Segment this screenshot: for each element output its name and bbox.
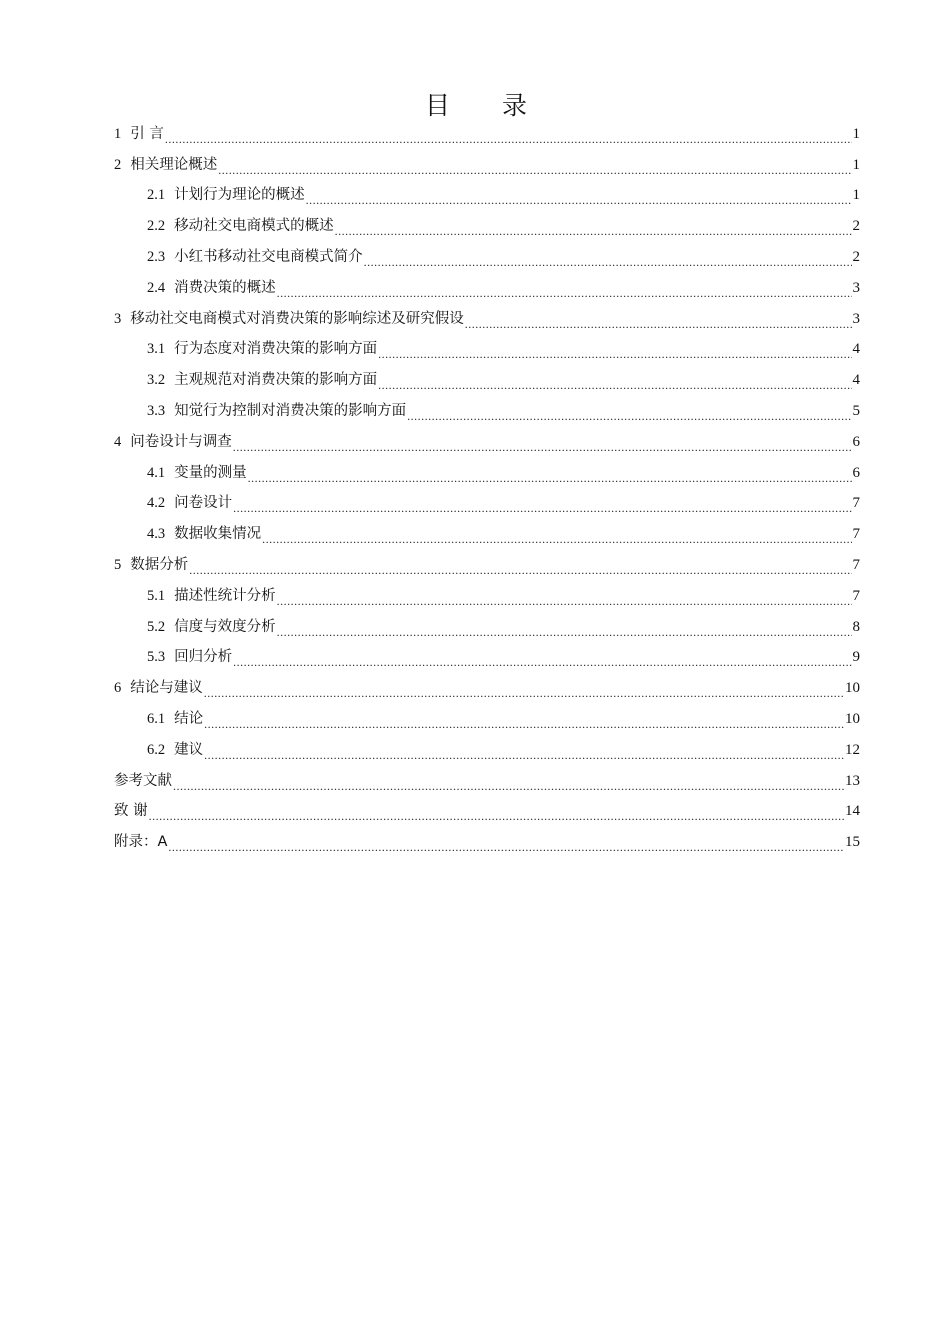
toc-dot-leader [233,649,851,669]
toc-entry-number: 6.2 [147,741,166,758]
toc-entry-label [114,308,464,331]
toc-section-entry[interactable] [114,331,860,362]
toc-entry-label [147,184,305,207]
toc-page-number: 15 [845,834,860,851]
toc-chapter-entry[interactable] [114,669,860,700]
toc-dot-leader [465,311,852,331]
toc-entry-number: 4.2 [147,495,166,512]
toc-dot-leader [306,187,852,207]
toc-dot-leader [168,834,844,854]
toc-chapter-entry[interactable] [114,762,860,793]
toc-entry-number: 2.2 [147,218,166,235]
toc-dot-leader [378,372,851,392]
toc-entry-label [147,616,276,639]
toc-page-number: 12 [845,741,860,758]
toc-entry-text: 建议 [174,741,204,758]
toc-entry-number: 2.4 [147,279,166,296]
toc-entry-label [114,123,164,146]
toc-entry-text: 主观规范对消费决策的影响方面 [174,372,378,389]
toc-dot-leader [378,341,851,361]
toc-chapter-entry[interactable] [114,115,860,146]
toc-entry-number: 2.1 [147,187,166,204]
toc-entry-number: 3 [114,310,122,327]
toc-entry-label [147,277,276,300]
toc-chapter-entry[interactable] [114,823,860,854]
toc-section-entry[interactable] [114,269,860,300]
toc-entry-text: 问卷设计 [174,495,233,512]
toc-dot-leader [204,680,844,700]
toc-page-number: 6 [852,433,860,450]
toc-entry-number: 2.3 [147,248,166,265]
toc-entry-label [114,677,203,700]
toc-dot-leader [262,526,851,546]
toc-section-entry[interactable] [114,177,860,208]
toc-entry-label [147,646,232,669]
toc-dot-leader [277,619,852,639]
toc-entry-number: 4.3 [147,526,166,543]
toc-entry-label [114,431,232,454]
toc-section-entry[interactable] [114,392,860,423]
toc-page-number: 2 [852,218,860,235]
toc-entry-number: 2 [114,156,122,173]
toc-chapter-entry[interactable] [114,423,860,454]
toc-page-number: 10 [845,680,860,697]
toc-dot-leader [277,280,852,300]
toc-entry-text: 致 谢 [114,803,148,820]
toc-section-entry[interactable] [114,731,860,762]
toc-entry-text: 附录：A [114,834,168,851]
toc-section-entry[interactable] [114,700,860,731]
toc-dot-leader [335,218,852,238]
toc-entry-label [147,246,363,269]
toc-entry-text: 问卷设计与调查 [130,433,232,450]
toc-entry-text: 消费决策的概述 [174,279,276,296]
toc-entry-label [147,708,203,731]
toc-page-number: 5 [852,402,860,419]
toc-page-number: 7 [852,495,860,512]
toc-entry-number: 6.1 [147,710,166,727]
toc-dot-leader [189,557,851,577]
toc-entry-text: 知觉行为控制对消费决策的影响方面 [174,402,407,419]
toc-entry-text: 数据收集情况 [174,526,262,543]
toc-dot-leader [233,495,851,515]
toc-page-number: 2 [852,248,860,265]
toc-dot-leader [149,803,844,823]
toc-entry-number: 5.1 [147,587,166,604]
toc-entry-label [147,492,232,515]
toc-dot-leader [204,711,844,731]
toc-page-number: 14 [845,803,860,820]
toc-section-entry[interactable] [114,515,860,546]
toc-entry-label [114,154,217,177]
toc-entry-label [114,800,148,823]
toc-dot-leader [233,434,852,454]
toc-entry-text: 描述性统计分析 [174,587,276,604]
toc-entry-text: 相关理论概述 [130,156,218,173]
toc-page-number: 1 [852,125,860,142]
toc-page-number: 8 [852,618,860,635]
toc-entry-text: 行为态度对消费决策的影响方面 [174,341,378,358]
toc-entry-text: 移动社交电商模式的概述 [174,218,334,235]
toc-entry-label [147,338,377,361]
toc-section-entry[interactable] [114,485,860,516]
toc-entry-label [147,739,203,762]
toc-entry-text: 小红书移动社交电商模式简介 [174,248,363,265]
toc-section-entry[interactable] [114,207,860,238]
toc-entry-label [114,831,167,854]
toc-entry-number: 3.1 [147,341,166,358]
toc-dot-leader [277,588,852,608]
toc-page-number: 7 [852,556,860,573]
toc-section-entry[interactable] [114,608,860,639]
toc-entry-text: 数据分析 [130,556,189,573]
toc-page-number: 13 [845,772,860,789]
toc-section-entry[interactable] [114,639,860,670]
toc-page-number: 3 [852,310,860,327]
toc-entry-label [147,585,276,608]
toc-dot-leader [165,126,852,146]
toc-entry-text: 结论 [174,710,204,727]
toc-chapter-entry[interactable] [114,793,860,824]
toc-entry-text: 信度与效度分析 [174,618,276,635]
toc-entry-text: 计划行为理论的概述 [174,187,305,204]
toc-dot-leader [218,157,851,177]
toc-section-entry[interactable] [114,454,860,485]
toc-list [114,115,860,854]
toc-entry-number: 5.3 [147,649,166,666]
toc-page-number: 1 [852,156,860,173]
toc-entry-label [114,770,172,793]
toc-entry-label [147,523,261,546]
toc-title: 目 录 [425,91,549,120]
toc-page-number: 10 [845,710,860,727]
toc-entry-number: 6 [114,680,122,697]
toc-entry-number: 5 [114,556,122,573]
toc-dot-leader [407,403,851,423]
toc-page-number: 9 [852,649,860,666]
toc-page-number: 3 [852,279,860,296]
toc-entry-label [147,215,334,238]
toc-chapter-entry[interactable] [114,300,860,331]
toc-entry-number: 3.3 [147,402,166,419]
toc-page-number: 4 [852,372,860,389]
toc-page-number: 7 [852,526,860,543]
toc-entry-text: 回归分析 [174,649,233,666]
toc-entry-text: 移动社交电商模式对消费决策的影响综述及研究假设 [130,310,464,327]
toc-chapter-entry[interactable] [114,146,860,177]
toc-section-entry[interactable] [114,577,860,608]
toc-entry-label [147,369,377,392]
toc-dot-leader [364,249,852,269]
toc-entry-text: 结论与建议 [130,680,203,697]
toc-entry-number: 1 [114,125,122,142]
toc-entry-text: 变量的测量 [174,464,247,481]
toc-section-entry[interactable] [114,238,860,269]
toc-entry-label [114,554,188,577]
toc-entry-number: 5.2 [147,618,166,635]
toc-entry-label [147,400,406,423]
toc-entry-text: 引 言 [130,125,164,142]
toc-page-number: 6 [852,464,860,481]
toc-entry-label [147,462,247,485]
toc-entry-number: 4.1 [147,464,166,481]
toc-page-number: 7 [852,587,860,604]
toc-entry-text: 参考文献 [114,772,172,789]
toc-dot-leader [173,773,844,793]
toc-dot-leader [204,742,844,762]
toc-section-entry[interactable] [114,361,860,392]
toc-page-number: 4 [852,341,860,358]
toc-chapter-entry[interactable] [114,546,860,577]
toc-page-number: 1 [852,187,860,204]
toc-dot-leader [248,465,852,485]
toc-entry-number: 3.2 [147,372,166,389]
toc-entry-number: 4 [114,433,122,450]
